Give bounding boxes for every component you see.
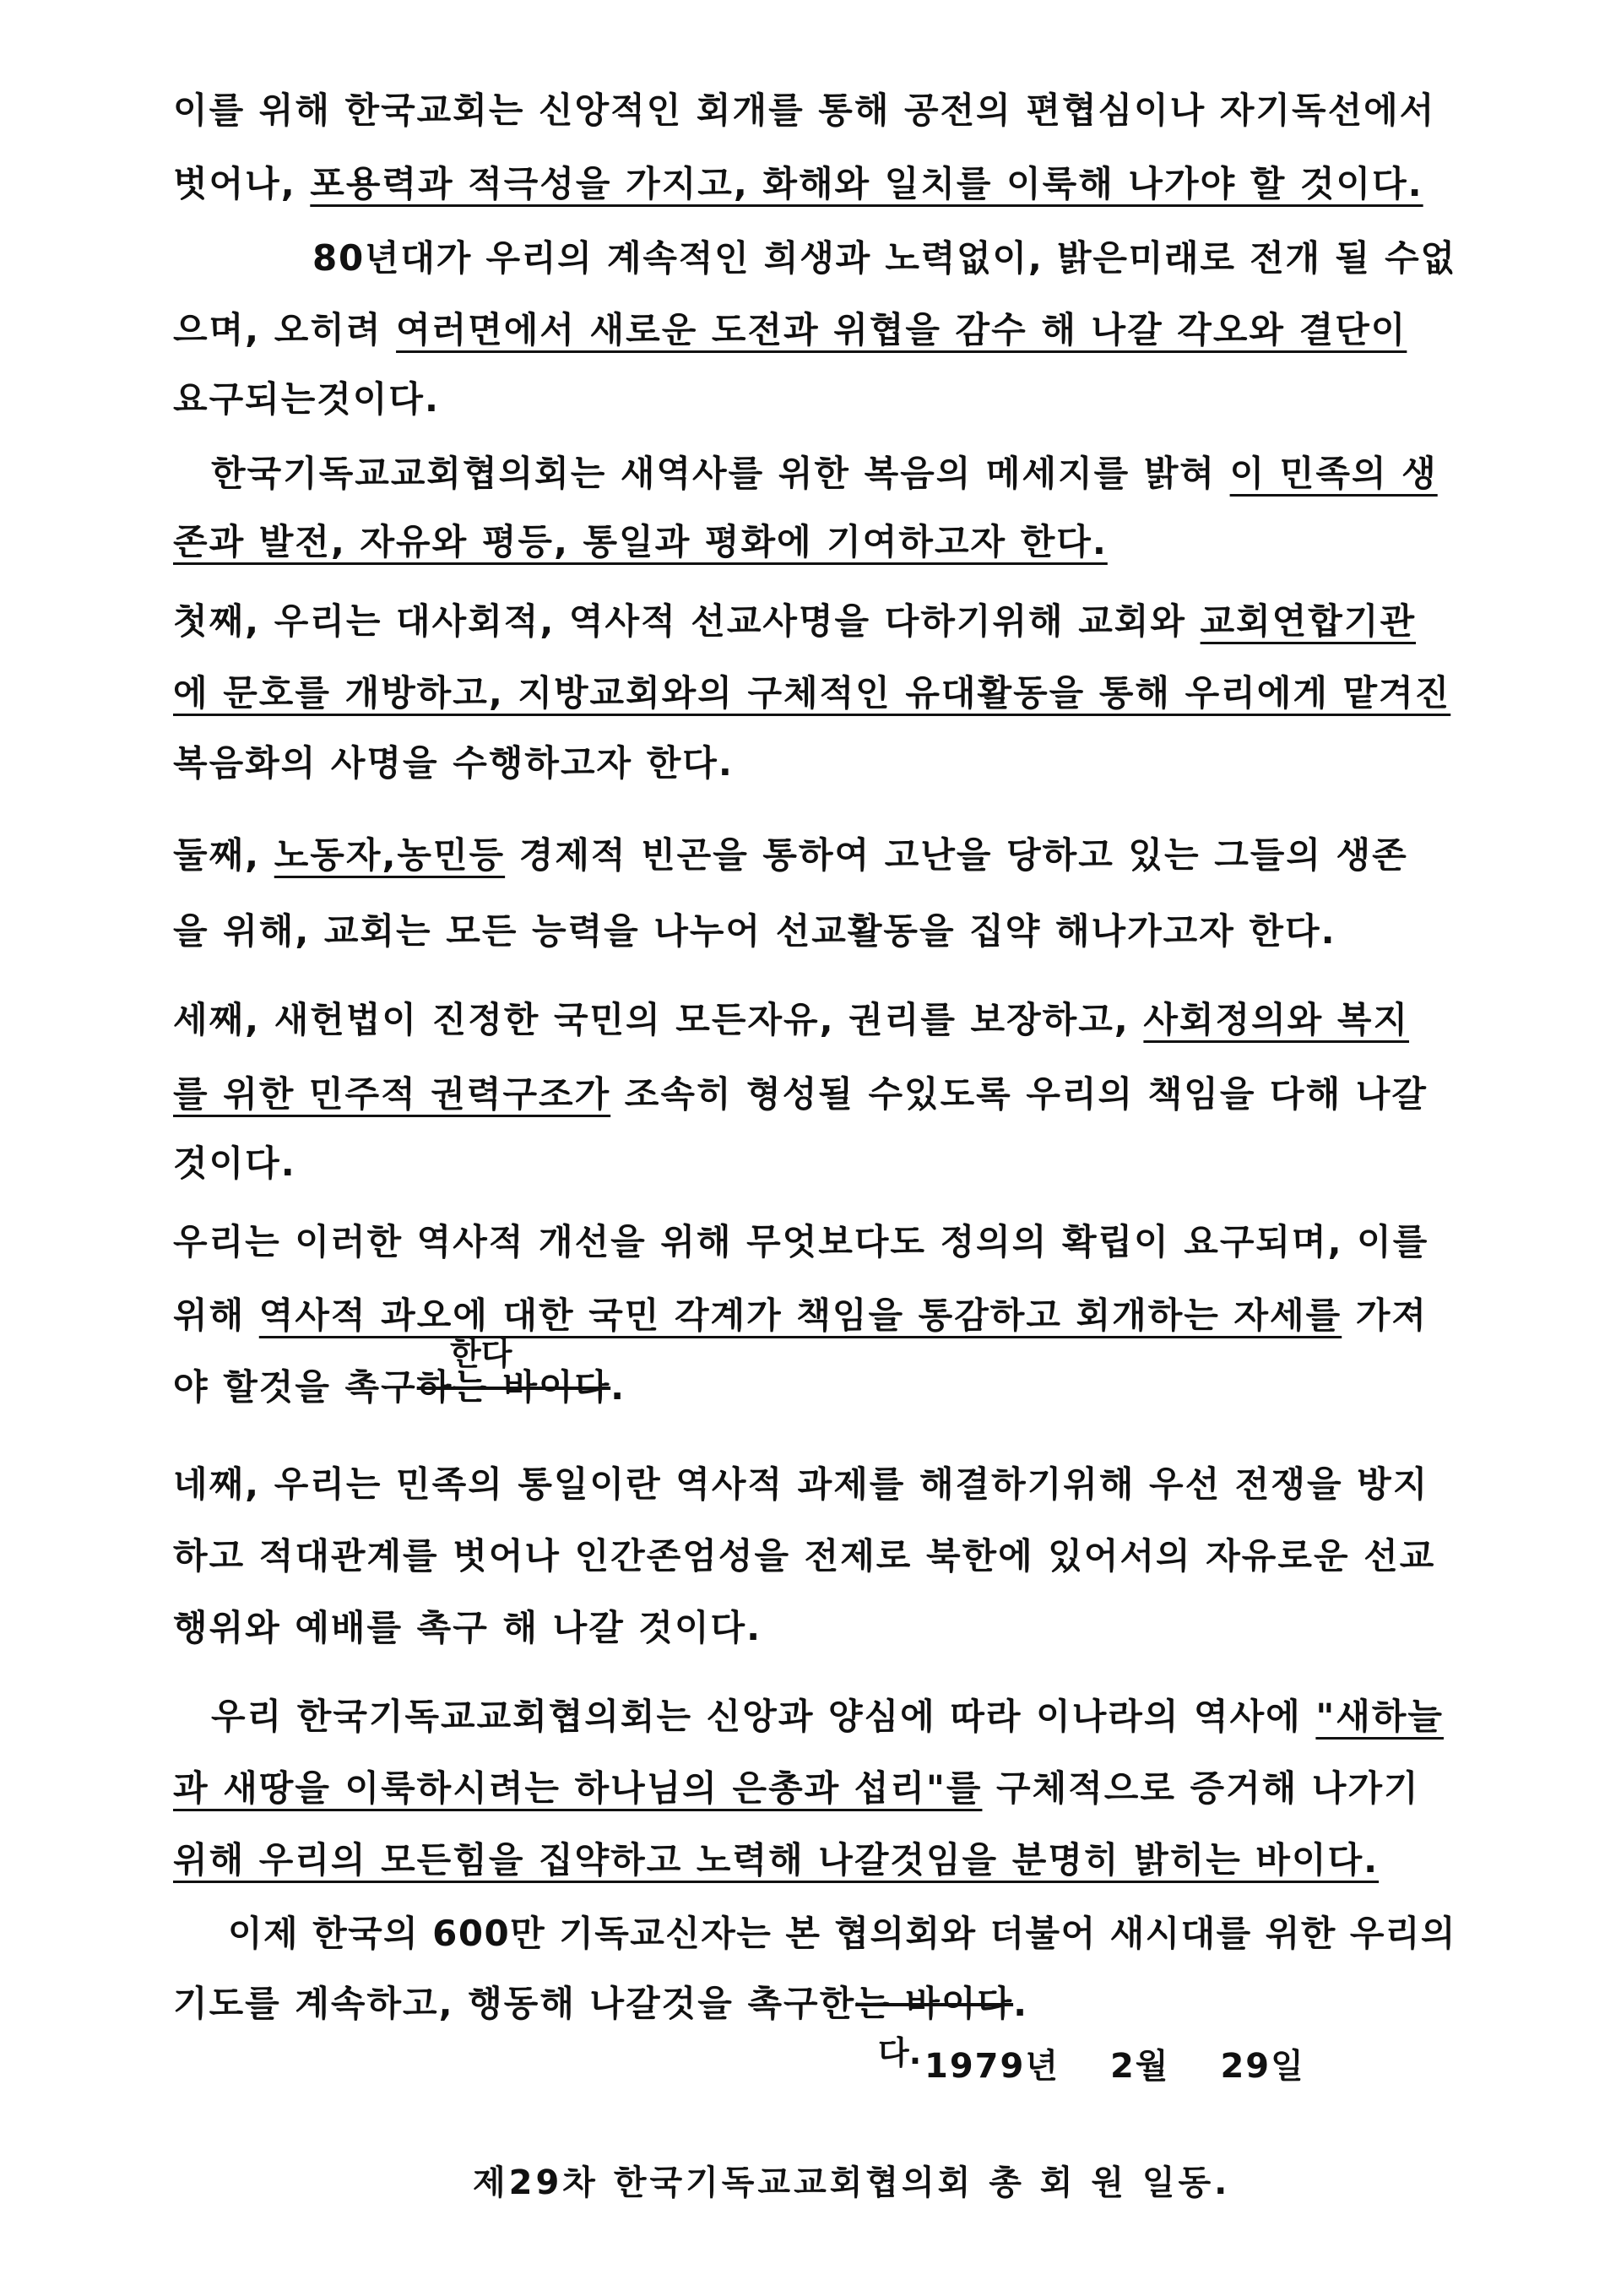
p9-line2-end: 구체적으로 증거해 나가기 [982, 1767, 1420, 1809]
p10-line2-struck: 는 바이다 [855, 1983, 1014, 2024]
p7-line3-end: . [610, 1366, 626, 1408]
p10-line1: 이제 한국의 600만 기독교신자는 본 협의회와 더불어 새시대를 위한 우리의 [228, 1913, 1456, 1954]
p1-line2-underlined: 포용력과 적극성을 가지고, 화해와 일치를 이룩해 나가야 할 것이다. [310, 163, 1423, 204]
date-year: 1979년 [924, 2047, 1060, 2086]
p5-line1-end: 경제적 빈곤을 통하여 고난을 당하고 있는 그들의 생존 [505, 834, 1408, 876]
p3-line1 [211, 450, 1438, 497]
p6-line1-start: 세째, 새헌법이 진정한 국민의 모든자유, 권리를 보장하고, [173, 999, 1144, 1040]
p2-line1: 80년대가 우리의 계속적인 희생과 노력없이, 밝은미래로 전개 될 수없 [312, 237, 1456, 279]
p6-line2-end: 조속히 형성될 수있도록 우리의 책임을 다해 나갈 [610, 1073, 1428, 1115]
p7-line2 [173, 1292, 1428, 1339]
p7-handwritten-insert: 한다 [450, 1335, 512, 1372]
p10-line2-end: . [1013, 1983, 1029, 2024]
p5-line1-underlined: 노동자,농민등 [274, 834, 506, 876]
p8-line1: 네째, 우리는 민족의 통일이란 역사적 과제를 해결하기위해 우선 전쟁을 방지 [173, 1463, 1429, 1505]
p10-line2-start: 기도를 계속하고, 행동해 나갈것을 촉구한 [173, 1983, 856, 2024]
p6-line2-underlined: 를 위한 민주적 권력구조가 [173, 1073, 611, 1115]
p2-line2-start: 으며, 오히려 [173, 309, 397, 350]
p7-line3-start: 야 할것을 촉구 [173, 1366, 417, 1408]
p1-line2-start: 벗어나, [173, 163, 311, 204]
p6-line3: 것이다. [173, 1143, 296, 1184]
p9-line1-underlined: "새하늘 [1315, 1696, 1444, 1737]
p10-line2 [173, 1980, 1028, 2027]
p9-line3 [173, 1837, 1379, 1884]
p9-line1-start: 우리 한국기독교교회협의회는 신앙과 양심에 따라 이나라의 역사에 [211, 1696, 1316, 1737]
p2-line3: 요구되는것이다. [173, 378, 440, 420]
p9-line2-underlined: 과 새땅을 이룩하시려는 하나님의 은총과 섭리"를 [173, 1767, 983, 1809]
document-date [924, 2039, 1356, 2087]
p7-line2-underlined: 역사적 과오에 대한 국민 각계가 책임을 통감하고 회개하는 자세를 [258, 1295, 1342, 1336]
p9-line1 [211, 1693, 1444, 1740]
p5-line1-start: 둘째, [173, 834, 274, 876]
p2-line2-underlined: 여러면에서 새로운 도전과 위협을 감수 해 나갈 각오와 결단이 [396, 309, 1407, 350]
p10-handwritten-insert: 다. [878, 2034, 922, 2071]
p4-line2-underlined: 에 문호를 개방하고, 지방교회와의 구체적인 유대활동을 통해 우리에게 맡겨진 [173, 672, 1451, 714]
p5-line2: 을 위해, 교회는 모든 능력을 나누어 선교활동을 집약 해나가고자 한다. [173, 910, 1336, 952]
p9-line2 [173, 1765, 1420, 1812]
p7-line3 [173, 1364, 626, 1411]
p2-line2 [173, 307, 1407, 354]
p7-line1: 우리는 이러한 역사적 개선을 위해 무엇보다도 정의의 확립이 요구되며, 이를 [173, 1221, 1429, 1262]
p4-line3: 복음화의 사명을 수행하고자 한다. [173, 742, 734, 784]
p6-line1-underlined: 사회정의와 복지 [1143, 999, 1410, 1040]
date-day: 29일 [1220, 2047, 1305, 2086]
date-month: 2월 [1109, 2047, 1170, 2086]
p4-line1-underlined: 교회연합기관 [1200, 600, 1417, 642]
p3-line1-underlined: 이 민족의 생 [1229, 453, 1438, 494]
p3-line1-start: 한국기독교교회협의회는 새역사를 위한 복음의 메세지를 밝혀 [211, 453, 1230, 494]
p1-line1: 이를 위해 한국교회는 신앙적인 회개를 통해 공전의 편협심이나 자기독선에서 [173, 90, 1436, 131]
signature-line: 제29차 한국기독교교회협의회 총 회 원 일동. [473, 2163, 1231, 2202]
p4-line1-start: 첫째, 우리는 대사회적, 역사적 선교사명을 다하기위해 교회와 [173, 600, 1201, 642]
p8-line3: 행위와 예배를 촉구 해 나갈 것이다. [173, 1607, 762, 1648]
p3-line2-underlined: 존과 발전, 자유와 평등, 통일과 평화에 기여하고자 한다. [173, 521, 1108, 562]
p7-line2-end: 가져 [1342, 1295, 1428, 1336]
p1-line2 [173, 160, 1423, 208]
p5-line1 [173, 832, 1408, 879]
p7-line3-struck: 하는 바이다 [416, 1366, 611, 1408]
p7-line2-start: 위해 [173, 1295, 259, 1336]
p6-line1 [173, 996, 1409, 1044]
p6-line2 [173, 1071, 1428, 1118]
p8-line2: 하고 적대관계를 벗어나 인간존엄성을 전제로 북한에 있어서의 자유로운 선교 [173, 1535, 1436, 1577]
p9-line3-underlined: 위해 우리의 모든힘을 집약하고 노력해 나갈것임을 분명히 밝히는 바이다. [173, 1839, 1380, 1881]
p4-line2 [173, 670, 1450, 717]
p4-line1 [173, 598, 1416, 645]
p3-line2 [173, 518, 1108, 566]
